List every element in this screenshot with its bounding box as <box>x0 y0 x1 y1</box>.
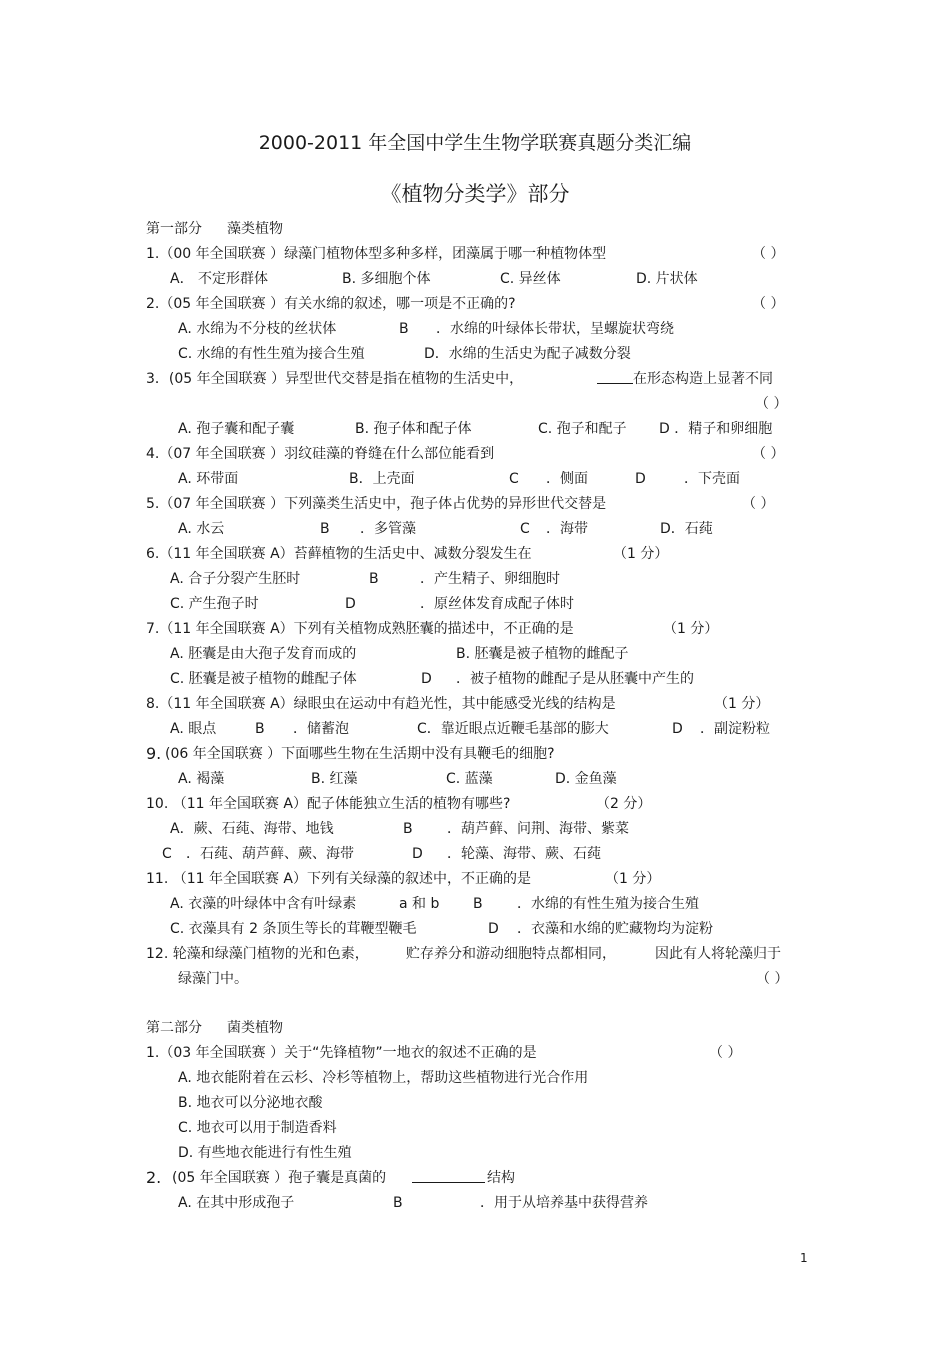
options-text: C <box>162 846 172 862</box>
question-text: 1.（03 年全国联赛 ）关于“先锋植物”一地衣的叙述不正确的是 <box>146 1045 537 1061</box>
options-text: ．石莼、葫芦藓、蕨、海带 <box>186 846 354 862</box>
options-text: A. 环带面 <box>178 471 239 487</box>
question-text: （ ） <box>752 246 785 262</box>
options-text: a 和 b <box>399 896 440 912</box>
question-text: 2. <box>146 1168 162 1187</box>
options-text: B <box>369 571 379 587</box>
options-text: D. 片状体 <box>636 271 698 287</box>
options-text: D．石莼 <box>660 521 713 537</box>
answer-blank <box>597 369 633 390</box>
options-text: D ．精子和卵细胞 <box>659 421 773 437</box>
answer-blank <box>412 1168 485 1189</box>
options-text: ．侧面 <box>546 471 588 487</box>
options-text: A． 不定形群体 <box>170 271 269 287</box>
options-text: A. 水云 <box>178 521 225 537</box>
question-text: （ ） <box>709 1045 742 1061</box>
options-text: ．下壳面 <box>684 471 740 487</box>
question-text: （ ） <box>742 496 775 512</box>
options-text: ．用于从培养基中获得营养 <box>480 1195 648 1211</box>
options-text: D <box>421 671 432 687</box>
options-text: C. 衣藻具有 2 条顶生等长的茸鞭型鞭毛 <box>170 921 417 937</box>
question-text: 贮存养分和游动细胞特点都相同， <box>406 946 616 962</box>
options-text: A. 衣藻的叶绿体中含有叶绿素 <box>170 896 357 912</box>
options-text: D <box>635 471 646 487</box>
options-text: A. 在其中形成孢子 <box>178 1195 295 1211</box>
options-text: C. 胚囊是被子植物的雌配子体 <box>170 671 357 687</box>
question-text: （2 分） <box>596 796 652 812</box>
question-cont-text: 绿藻门中。 <box>178 971 248 987</box>
options-text: B <box>255 721 265 737</box>
question-text: (06 年全国联赛 ）下面哪些生物在生活期中没有具鞭毛的细胞? <box>165 746 555 762</box>
options-text: ．海带 <box>546 521 588 537</box>
options-text: B. 多细胞个体 <box>342 271 431 287</box>
option-text: D. 有些地衣能进行有性生殖 <box>178 1145 352 1161</box>
question-text: 9. <box>146 744 162 763</box>
options-text: C. 产生孢子时 <box>170 596 259 612</box>
options-text: B <box>393 1195 403 1211</box>
options-text: B <box>399 321 409 337</box>
options-text: ．原丝体发育成配子体时 <box>420 596 574 612</box>
options-text: B. 胚囊是被子植物的雌配子 <box>456 646 629 662</box>
options-text: B <box>473 896 483 912</box>
options-text: ．被子植物的雌配子是从胚囊中产生的 <box>456 671 694 687</box>
option-text: C. 地衣可以用于制造香料 <box>178 1120 337 1136</box>
document-title: 2000-2011 年全国中学生生物学联赛真题分类汇编 <box>258 132 692 154</box>
page-number: 1 <box>800 1251 808 1265</box>
option-text: A. 地衣能附着在云杉、冷杉等植物上，帮助这些植物进行光合作用 <box>178 1070 589 1086</box>
question-text: 5.（07 年全国联赛 ）下列藻类生活史中，孢子体占优势的异形世代交替是 <box>146 496 607 512</box>
options-text: B <box>320 521 330 537</box>
options-text: A. 眼点 <box>170 721 217 737</box>
options-text: ．轮藻、海带、蕨、石莼 <box>447 846 601 862</box>
options-text: C. 孢子和配子 <box>538 421 627 437</box>
options-text: C. 异丝体 <box>500 271 561 287</box>
question-text: 3．(05 年全国联赛 ）异型世代交替是指在植物的生活史中， <box>146 371 524 387</box>
options-text: ．储蓄泡 <box>293 721 349 737</box>
question-text: （ ） <box>752 296 785 312</box>
answer-bracket-text: （ ） <box>755 396 788 412</box>
options-text: ．水绵的有性生殖为接合生殖 <box>517 896 699 912</box>
options-text: B. 红藻 <box>311 771 358 787</box>
section-heading-text: 第一部分 <box>146 221 202 237</box>
options-text: D <box>672 721 683 737</box>
options-text: ．多管藻 <box>360 521 416 537</box>
question-text: （1 分） <box>663 621 719 637</box>
question-text: （1 分） <box>605 871 661 887</box>
question-text: 7.（11 年全国联赛 A）下列有关植物成熟胚囊的描述中，不正确的是 <box>146 621 574 637</box>
question-text: 6.（11 年全国联赛 A）苔藓植物的生活史中、减数分裂发生在 <box>146 546 532 562</box>
options-text: C <box>520 521 530 537</box>
options-text: ．葫芦藓、问荆、海带、紫菜 <box>447 821 629 837</box>
options-text: D．水绵的生活史为配子减数分裂 <box>424 346 631 362</box>
options-text: D <box>412 846 423 862</box>
question-text: 2.（05 年全国联赛 ）有关水绵的叙述，哪一项是不正确的? <box>146 296 516 312</box>
options-text: D. 金鱼藻 <box>555 771 617 787</box>
options-text: D <box>345 596 356 612</box>
options-text: A. 褐藻 <box>178 771 225 787</box>
options-text: B．上壳面 <box>349 471 415 487</box>
options-text: C．靠近眼点近鞭毛基部的膨大 <box>417 721 609 737</box>
options-text: A. 胚囊是由大孢子发育而成的 <box>170 646 357 662</box>
question-cont-text: （ ） <box>756 971 789 987</box>
section-heading-text: 菌类植物 <box>227 1020 283 1036</box>
options-text: C <box>509 471 519 487</box>
option-text: B. 地衣可以分泌地衣酸 <box>178 1095 323 1111</box>
options-text: C. 蓝藻 <box>446 771 493 787</box>
options-text: B. 孢子体和配子体 <box>355 421 472 437</box>
question-text: 8.（11 年全国联赛 A）绿眼虫在运动中有趋光性，其中能感受光线的结构是 <box>146 696 616 712</box>
options-text: C. 水绵的有性生殖为接合生殖 <box>178 346 365 362</box>
question-text: 在形态构造上显著不同 <box>633 371 773 387</box>
question-text: 10. （11 年全国联赛 A）配子体能独立生活的植物有哪些? <box>146 796 511 812</box>
options-text: D <box>488 921 499 937</box>
section-heading-text: 藻类植物 <box>227 221 283 237</box>
question-text: 1.（00 年全国联赛 ）绿藻门植物体型多种多样，团藻属于哪一种植物体型 <box>146 246 607 262</box>
question-text: （1 分） <box>613 546 669 562</box>
options-text: A. 合子分裂产生胚时 <box>170 571 301 587</box>
question-text: (05 年全国联赛 ）孢子囊是真菌的 <box>172 1170 387 1186</box>
question-text: 12. 轮藻和绿藻门植物的光和色素， <box>146 946 369 962</box>
section-heading-text: 第二部分 <box>146 1020 202 1036</box>
question-text: （ ） <box>752 446 785 462</box>
question-text: 11. （11 年全国联赛 A）下列有关绿藻的叙述中，不正确的是 <box>146 871 532 887</box>
question-text: 因此有人将轮藻归于 <box>655 946 781 962</box>
options-text: ．衣藻和水绵的贮藏物均为淀粉 <box>517 921 713 937</box>
question-text: 结构 <box>487 1170 515 1186</box>
options-text: ．水绵的叶绿体长带状，呈螺旋状弯绕 <box>436 321 674 337</box>
question-text: 4.（07 年全国联赛 ）羽纹硅藻的脊缝在什么部位能看到 <box>146 446 495 462</box>
options-text: A. 孢子囊和配子囊 <box>178 421 295 437</box>
options-text: A．蕨、石莼、海带、地钱 <box>170 821 334 837</box>
options-text: ．副淀粉粒 <box>700 721 770 737</box>
options-text: A. 水绵为不分枝的丝状体 <box>178 321 337 337</box>
options-text: B <box>403 821 413 837</box>
document-subtitle: 《植物分类学》部分 <box>380 182 570 206</box>
question-text: （1 分） <box>714 696 770 712</box>
options-text: ．产生精子、卵细胞时 <box>420 571 560 587</box>
